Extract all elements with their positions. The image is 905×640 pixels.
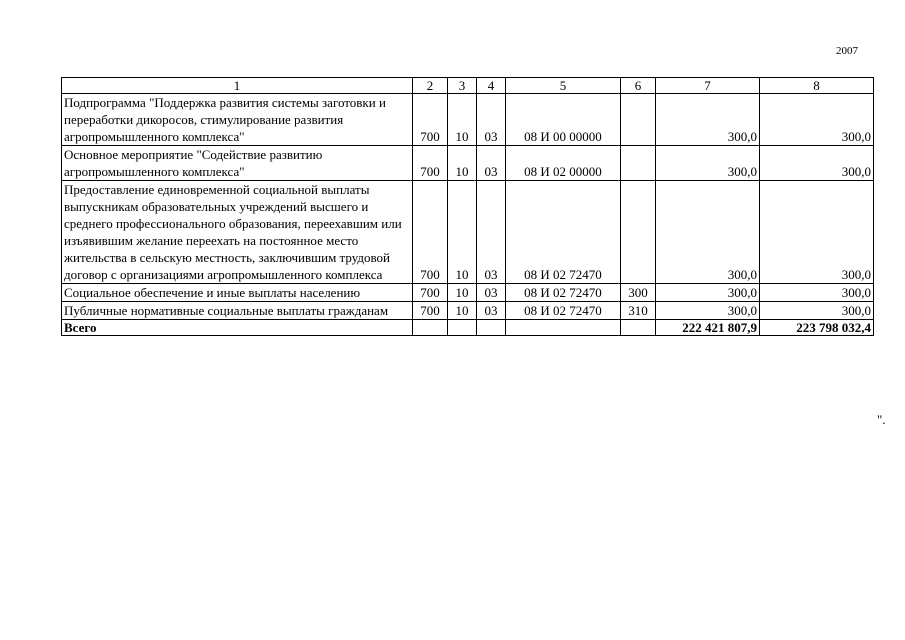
row-col-3: 10 [448, 284, 477, 302]
row-col-7: 300,0 [656, 284, 760, 302]
row-col-3: 10 [448, 94, 477, 146]
header-col-1: 1 [62, 78, 413, 94]
page-number: 2007 [836, 45, 858, 57]
row-col-5: 08 И 02 72470 [506, 302, 621, 320]
total-col-3 [448, 320, 477, 336]
row-name: Подпрограмма "Поддержка развития системы заготовки и переработки дикоросов, стимулирование развития агропромышленного комплекса" [62, 94, 413, 146]
row-col-8: 300,0 [760, 302, 874, 320]
header-col-6: 6 [621, 78, 656, 94]
table-row [62, 181, 874, 284]
total-col-2 [413, 320, 448, 336]
total-row [62, 320, 874, 336]
row-col-2: 700 [413, 181, 448, 284]
header-col-5: 5 [506, 78, 621, 94]
row-col-2: 700 [413, 302, 448, 320]
table-row [62, 284, 874, 302]
row-name: Основное мероприятие "Содействие развитию агропромышленного комплекса" [62, 146, 413, 181]
total-col-7: 222 421 807,9 [656, 320, 760, 336]
row-col-5: 08 И 02 72470 [506, 181, 621, 284]
row-col-5: 08 И 02 72470 [506, 284, 621, 302]
row-col-2: 700 [413, 146, 448, 181]
row-col-2: 700 [413, 94, 448, 146]
row-name: Публичные нормативные социальные выплаты гражданам [62, 302, 413, 320]
table-row [62, 302, 874, 320]
row-col-4: 03 [477, 146, 506, 181]
row-col-7: 300,0 [656, 302, 760, 320]
row-col-4: 03 [477, 284, 506, 302]
header-col-2: 2 [413, 78, 448, 94]
row-col-7: 300,0 [656, 94, 760, 146]
header-col-3: 3 [448, 78, 477, 94]
row-name: Социальное обеспечение и иные выплаты населению [62, 284, 413, 302]
total-col-5 [506, 320, 621, 336]
total-label: Всего [62, 320, 413, 336]
row-col-6 [621, 94, 656, 146]
total-col-8: 223 798 032,4 [760, 320, 874, 336]
row-col-3: 10 [448, 302, 477, 320]
row-col-8: 300,0 [760, 94, 874, 146]
row-col-8: 300,0 [760, 181, 874, 284]
header-col-4: 4 [477, 78, 506, 94]
row-name: Предоставление единовременной социальной выплаты выпускникам образовательных учреждений высшего и среднего профессионального образования, переехавшим или изъявившим желание переехать на постоянное место жительства в сельскую местность, заключившим трудовой договор с организациями агропромышленного комплекса [62, 181, 413, 284]
row-col-4: 03 [477, 94, 506, 146]
row-col-7: 300,0 [656, 146, 760, 181]
row-col-3: 10 [448, 146, 477, 181]
row-col-5: 08 И 00 00000 [506, 94, 621, 146]
row-col-8: 300,0 [760, 284, 874, 302]
row-col-6 [621, 181, 656, 284]
header-col-8: 8 [760, 78, 874, 94]
total-col-4 [477, 320, 506, 336]
row-col-2: 700 [413, 284, 448, 302]
closing-quote-mark: ". [877, 412, 886, 427]
table-row [62, 146, 874, 181]
row-col-6 [621, 146, 656, 181]
table-row [62, 94, 874, 146]
header-col-7: 7 [656, 78, 760, 94]
row-col-5: 08 И 02 00000 [506, 146, 621, 181]
row-col-4: 03 [477, 181, 506, 284]
budget-table [61, 77, 874, 336]
row-col-4: 03 [477, 302, 506, 320]
row-col-8: 300,0 [760, 146, 874, 181]
total-col-6 [621, 320, 656, 336]
row-col-6: 300 [621, 284, 656, 302]
row-col-3: 10 [448, 181, 477, 284]
row-col-7: 300,0 [656, 181, 760, 284]
row-col-6: 310 [621, 302, 656, 320]
header-row [62, 78, 874, 94]
